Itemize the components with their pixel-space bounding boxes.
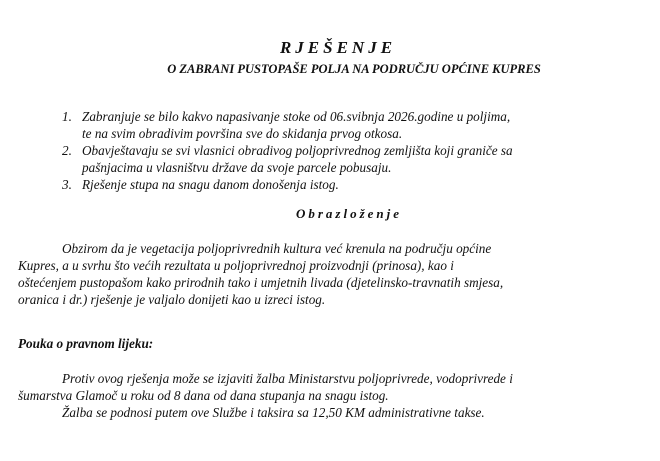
item-1-line-2: te na svim obradivim površina sve do skidanja prvog otkosa. <box>82 126 403 141</box>
item-2-line-2: pašnjacima u vlasništvu države da svoje parcele pobusaju. <box>82 160 392 175</box>
legal-remedy-heading: Pouka o pravnom lijeku: <box>18 336 154 351</box>
item-2-number: 2. <box>62 143 72 158</box>
reasoning-heading: Obrazloženje <box>295 206 403 221</box>
reasoning-line-2: Kupres, a u svrhu što većih rezultata u poljoprivrednoj proizvodnji (prinosa), kao i <box>18 258 454 273</box>
legal-remedy-line-2: šumarstva Glamoč u roku od 8 dana od dana stupanja na snagu istog. <box>18 388 389 403</box>
document-subtitle: O ZABRANI PUSTOPAŠE POLJA NA PODRUČJU OPĆINE KUPRES <box>167 62 541 76</box>
reasoning-line-4: oranica i dr.) rješenje je valjalo donijeti kao u izreci istog. <box>18 292 326 307</box>
item-3-line-1: Rješenje stupa na snagu danom donošenja istog. <box>82 177 339 192</box>
reasoning-line-1: Obzirom da je vegetacija poljoprivrednih kultura već krenula na području općine <box>62 241 492 256</box>
item-1-number: 1. <box>62 109 72 124</box>
item-2-line-1: Obavještavaju se svi vlasnici obradivog poljoprivrednog zemljišta koji graniče sa <box>82 143 513 158</box>
legal-remedy-line-3: Žalba se podnosi putem ove Službe i taksira sa 12,50 KM administrativne takse. <box>62 405 485 420</box>
reasoning-line-3: oštećenjem pustopašom kako prirodnih tako i umjetnih livada (djetelinsko-travnatih smjesa, <box>18 275 504 290</box>
item-1-line-1: Zabranjuje se bilo kakvo napasivanje stoke od 06.svibnja 2026.godine u poljima, <box>82 109 511 124</box>
legal-remedy-line-1: Protiv ovog rješenja može se izjaviti žalba Ministarstvu poljoprivrede, vodoprivrede i <box>62 371 513 386</box>
document-title: RJEŠENJE <box>279 38 397 57</box>
item-3-number: 3. <box>62 177 72 192</box>
